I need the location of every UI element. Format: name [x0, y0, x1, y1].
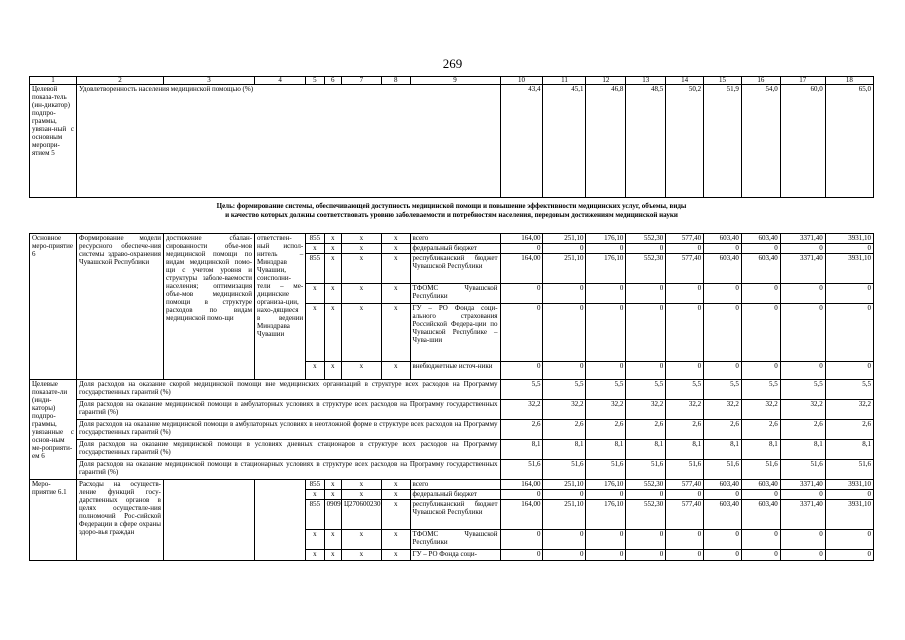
target-indicators-6: [30, 380, 874, 480]
column-number-row: [30, 77, 874, 85]
funding-source: федеральный бюджет: [410, 490, 500, 500]
activity-name: Расходы на осуществ-ление функций госу-дарственных органов в целях осуществле-ния полномочий Рос-сийской Федерации в сфере охраны здоро-вья граждан: [77, 480, 164, 561]
value-cell: 0: [704, 304, 742, 362]
code-cell: x: [324, 304, 341, 362]
code-cell: x: [341, 490, 381, 500]
code-cell: x: [341, 362, 381, 380]
value-cell: 552,30: [626, 234, 666, 244]
code-cell: x: [324, 254, 341, 284]
empty-cell: [255, 480, 306, 561]
value-cell: 32,2: [543, 400, 586, 420]
indicator-text: Доля расходов на оказание скорой медицинской помощи вне медицинских организаций в структуре всех расходов на Программу государственных гарантий (%): [77, 380, 500, 400]
value-cell: 0: [704, 530, 742, 550]
code-cell: x: [324, 530, 341, 550]
value-cell: 3931,10: [825, 254, 873, 284]
column-number: 5: [306, 77, 324, 85]
value-cell: 51,6: [543, 460, 586, 480]
column-number: 17: [780, 77, 825, 85]
value-cell: 43,4: [500, 85, 543, 198]
code-cell: x: [324, 234, 341, 244]
value-cell: 5,5: [500, 380, 543, 400]
value-cell: 603,40: [741, 500, 780, 530]
code-cell: x: [381, 550, 410, 561]
value-cell: 3371,40: [780, 480, 825, 490]
indicator-text: Доля расходов на оказание медицинской помощи в амбулаторных условиях в неотложной форме в структуре всех расходов на Программу государственных гарантий (%): [77, 420, 500, 440]
value-cell: 0: [704, 490, 742, 500]
value-cell: 50,2: [666, 85, 704, 198]
value-cell: 51,6: [626, 460, 666, 480]
value-cell: 552,30: [626, 480, 666, 490]
value-cell: 0: [825, 304, 873, 362]
value-cell: 8,1: [704, 440, 742, 460]
value-cell: 0: [626, 530, 666, 550]
value-cell: 0: [666, 244, 704, 254]
value-cell: 5,5: [741, 380, 780, 400]
code-cell: x: [381, 500, 410, 530]
value-cell: 0: [586, 304, 626, 362]
value-cell: 60,0: [780, 85, 825, 198]
value-cell: 603,40: [741, 254, 780, 284]
code-cell: 855: [306, 480, 324, 490]
code-cell: x: [381, 530, 410, 550]
code-cell: x: [381, 234, 410, 244]
value-cell: 0: [666, 550, 704, 561]
code-cell: x: [324, 284, 341, 304]
value-cell: 603,40: [704, 500, 742, 530]
value-cell: 0: [741, 550, 780, 561]
indicator-text: Доля расходов на оказание медицинской помощи в стационарных условиях в структуре всех расходов на Программу государственных гарантий (%): [77, 460, 500, 480]
value-cell: 0: [543, 362, 586, 380]
value-cell: 0: [500, 244, 543, 254]
value-cell: 552,30: [626, 500, 666, 530]
value-cell: 51,6: [780, 460, 825, 480]
value-cell: 0: [666, 304, 704, 362]
value-cell: 0: [666, 362, 704, 380]
value-cell: 0: [825, 550, 873, 561]
value-cell: 2,6: [825, 420, 873, 440]
value-cell: 0: [586, 244, 626, 254]
code-cell: 855: [306, 500, 324, 530]
code-cell: x: [381, 304, 410, 362]
funding-source: ГУ – РО Фонда соци-ального страхования Российской Федера-ции по Чувашской Республике – Чува-шии: [410, 304, 500, 362]
value-cell: 32,2: [626, 400, 666, 420]
value-cell: 0: [825, 490, 873, 500]
value-cell: 5,5: [825, 380, 873, 400]
activity-6-1: [30, 480, 874, 561]
goal-line-2: и качество которых должны соответствовать уровню заболеваемости и потребностям населения, передовым достижениям медицинской науки: [225, 211, 678, 219]
code-cell: x: [381, 480, 410, 490]
value-cell: 0: [500, 362, 543, 380]
value-cell: 0: [825, 362, 873, 380]
value-cell: 0: [704, 284, 742, 304]
value-cell: 164,00: [500, 254, 543, 284]
funding-source: республиканский бюджет Чувашской Республики: [410, 254, 500, 284]
value-cell: 3931,10: [825, 500, 873, 530]
value-cell: 0: [586, 550, 626, 561]
column-number: 1: [30, 77, 77, 85]
value-cell: 0: [586, 530, 626, 550]
value-cell: 2,6: [626, 420, 666, 440]
value-cell: 0: [741, 362, 780, 380]
value-cell: 0: [543, 244, 586, 254]
value-cell: 176,10: [586, 500, 626, 530]
value-cell: 0: [500, 490, 543, 500]
value-cell: 2,6: [586, 420, 626, 440]
value-cell: 164,00: [500, 500, 543, 530]
column-number: 2: [77, 77, 164, 85]
column-number: 15: [704, 77, 742, 85]
value-cell: 603,40: [741, 234, 780, 244]
value-cell: 32,2: [666, 400, 704, 420]
column-number: 9: [410, 77, 500, 85]
value-cell: 51,6: [500, 460, 543, 480]
value-cell: 0: [543, 284, 586, 304]
value-cell: 0: [780, 244, 825, 254]
column-number: 3: [164, 77, 255, 85]
value-cell: 0: [543, 530, 586, 550]
value-cell: 32,2: [741, 400, 780, 420]
column-number: 14: [666, 77, 704, 85]
indicator-row: [30, 440, 874, 460]
code-cell: x: [381, 362, 410, 380]
value-cell: 0: [500, 530, 543, 550]
column-number: 12: [586, 77, 626, 85]
block1-label: Целевой показа-тель (ин-дикатор) подпро-граммы, увязан-ный с основным меропри-ятием 5: [30, 85, 77, 198]
value-cell: 603,40: [704, 480, 742, 490]
value-cell: 0: [780, 304, 825, 362]
activity-label: Меро-приятие 6.1: [30, 480, 77, 561]
code-cell: x: [306, 490, 324, 500]
value-cell: 5,5: [626, 380, 666, 400]
value-cell: 8,1: [741, 440, 780, 460]
code-cell: Ц270600230: [341, 500, 381, 530]
goal-heading: [29, 202, 874, 220]
indicator-row: [30, 420, 874, 440]
block1-row: [30, 85, 874, 198]
code-cell: x: [341, 550, 381, 561]
value-cell: 0: [825, 530, 873, 550]
value-cell: 0: [825, 244, 873, 254]
value-cell: 8,1: [543, 440, 586, 460]
code-cell: x: [324, 490, 341, 500]
value-cell: 0: [666, 530, 704, 550]
value-cell: 8,1: [780, 440, 825, 460]
value-cell: 3371,40: [780, 254, 825, 284]
value-cell: 0: [543, 490, 586, 500]
indicator-text: Доля расходов на оказание медицинской помощи в условиях дневных стационаров в структуре всех расходов на Программу государственных гарантий (%): [77, 440, 500, 460]
value-cell: 51,9: [704, 85, 742, 198]
value-cell: 603,40: [741, 480, 780, 490]
code-cell: x: [341, 530, 381, 550]
value-cell: 51,6: [825, 460, 873, 480]
indicator-text: Доля расходов на оказание медицинской помощи в амбулаторных условиях в структуре всех расходов на Программу государственных гарантий (%): [77, 400, 500, 420]
column-number: 7: [341, 77, 381, 85]
value-cell: 0: [741, 284, 780, 304]
funding-source: всего: [410, 234, 500, 244]
value-cell: 3931,10: [825, 480, 873, 490]
code-cell: x: [341, 304, 381, 362]
funding-row: [30, 480, 874, 490]
value-cell: 552,30: [626, 254, 666, 284]
code-cell: 855: [306, 234, 324, 244]
value-cell: 8,1: [500, 440, 543, 460]
value-cell: 8,1: [825, 440, 873, 460]
value-cell: 0: [780, 284, 825, 304]
value-cell: 0: [500, 284, 543, 304]
code-cell: x: [306, 530, 324, 550]
column-number: 16: [741, 77, 780, 85]
value-cell: 8,1: [626, 440, 666, 460]
value-cell: 5,5: [666, 380, 704, 400]
value-cell: 65,0: [825, 85, 873, 198]
value-cell: 251,10: [543, 254, 586, 284]
value-cell: 0: [666, 490, 704, 500]
code-cell: x: [341, 234, 381, 244]
value-cell: 0: [626, 490, 666, 500]
value-cell: 2,6: [741, 420, 780, 440]
block1-text: Удовлетворенность населения медицинской помощью (%): [77, 85, 500, 198]
value-cell: 8,1: [586, 440, 626, 460]
value-cell: 603,40: [704, 234, 742, 244]
code-cell: 855: [306, 254, 324, 284]
value-cell: 2,6: [704, 420, 742, 440]
value-cell: 51,6: [666, 460, 704, 480]
value-cell: 0: [586, 284, 626, 304]
column-number: 18: [825, 77, 873, 85]
value-cell: 251,10: [543, 500, 586, 530]
code-cell: x: [324, 480, 341, 490]
value-cell: 54,0: [741, 85, 780, 198]
value-cell: 0: [543, 550, 586, 561]
code-cell: x: [306, 550, 324, 561]
funding-source: федеральный бюджет: [410, 244, 500, 254]
value-cell: 0: [626, 244, 666, 254]
empty-cell: [164, 480, 255, 561]
value-cell: 0: [780, 530, 825, 550]
value-cell: 8,1: [666, 440, 704, 460]
value-cell: 176,10: [586, 254, 626, 284]
code-cell: x: [341, 480, 381, 490]
funding-row: [30, 234, 874, 244]
goal-line-1: Цель: формирование системы, обеспечивающей доступность медицинской помощи и повышение эффективности медицинских услуг, объемы, виды: [216, 202, 687, 210]
code-cell: x: [381, 244, 410, 254]
value-cell: 48,5: [626, 85, 666, 198]
value-cell: 2,6: [543, 420, 586, 440]
value-cell: 2,6: [500, 420, 543, 440]
column-number: 10: [500, 77, 543, 85]
value-cell: 164,00: [500, 480, 543, 490]
value-cell: 0: [704, 550, 742, 561]
funding-source: внебюджетные источ-ники: [410, 362, 500, 380]
value-cell: 0: [543, 304, 586, 362]
value-cell: 0: [626, 304, 666, 362]
value-cell: 0: [825, 284, 873, 304]
activity-name: Формирование модели ресурсного обеспече-ния системы здраво-охранения Чувашской Республики: [77, 234, 164, 380]
value-cell: 0: [586, 362, 626, 380]
value-cell: 51,6: [586, 460, 626, 480]
value-cell: 251,10: [543, 480, 586, 490]
code-cell: x: [306, 362, 324, 380]
indicator-row: [30, 460, 874, 480]
code-cell: x: [341, 284, 381, 304]
value-cell: 32,2: [500, 400, 543, 420]
value-cell: 3371,40: [780, 234, 825, 244]
value-cell: 577,40: [666, 254, 704, 284]
column-number: 8: [381, 77, 410, 85]
value-cell: 0: [626, 284, 666, 304]
value-cell: 45,1: [543, 85, 586, 198]
value-cell: 0: [500, 304, 543, 362]
value-cell: 176,10: [586, 480, 626, 490]
code-cell: x: [381, 490, 410, 500]
code-cell: x: [306, 244, 324, 254]
value-cell: 164,00: [500, 234, 543, 244]
code-cell: x: [381, 284, 410, 304]
value-cell: 2,6: [666, 420, 704, 440]
value-cell: 577,40: [666, 500, 704, 530]
value-cell: 577,40: [666, 480, 704, 490]
column-number: 13: [626, 77, 666, 85]
code-cell: x: [381, 254, 410, 284]
value-cell: 577,40: [666, 234, 704, 244]
value-cell: 176,10: [586, 234, 626, 244]
value-cell: 0: [741, 304, 780, 362]
responsible-executor: ответствен-ный испол-нитель – Минздрав Чувашии, соисполни-тели – ме-дицинские организа-ции, нахо-дящиеся в ведении Минздрава Чувашии: [255, 234, 306, 380]
code-cell: 0909: [324, 500, 341, 530]
value-cell: 2,6: [780, 420, 825, 440]
code-cell: x: [306, 304, 324, 362]
table-part-1: [29, 76, 874, 198]
value-cell: 0: [666, 284, 704, 304]
value-cell: 603,40: [704, 254, 742, 284]
value-cell: 32,2: [586, 400, 626, 420]
value-cell: 5,5: [543, 380, 586, 400]
value-cell: 5,5: [704, 380, 742, 400]
indicator-row: [30, 400, 874, 420]
code-cell: x: [341, 254, 381, 284]
value-cell: 32,2: [825, 400, 873, 420]
code-cell: x: [324, 362, 341, 380]
value-cell: 5,5: [586, 380, 626, 400]
funding-source: ТФОМС Чувашской Республики: [410, 530, 500, 550]
column-number: 4: [255, 77, 306, 85]
value-cell: 0: [741, 244, 780, 254]
value-cell: 3931,10: [825, 234, 873, 244]
funding-source: республиканский бюджет Чувашской Республики: [410, 500, 500, 530]
value-cell: 3371,40: [780, 500, 825, 530]
value-cell: 0: [780, 362, 825, 380]
code-cell: x: [341, 244, 381, 254]
table-part-2: [29, 233, 874, 561]
value-cell: 0: [780, 490, 825, 500]
value-cell: 0: [500, 550, 543, 561]
value-cell: 0: [741, 490, 780, 500]
code-cell: x: [324, 244, 341, 254]
funding-source: ТФОМС Чувашской Республики: [410, 284, 500, 304]
indicator-row: [30, 380, 874, 400]
column-number: 6: [324, 77, 341, 85]
activity-label: Основное меро-приятие 6: [30, 234, 77, 380]
main-activity-6: [30, 234, 874, 380]
value-cell: 0: [626, 362, 666, 380]
value-cell: 5,5: [780, 380, 825, 400]
page-number: 269: [442, 56, 463, 71]
value-cell: 51,6: [741, 460, 780, 480]
value-cell: 0: [626, 550, 666, 561]
funding-source: ГУ – РО Фонда соци-: [410, 550, 500, 561]
column-number: 11: [543, 77, 586, 85]
value-cell: 0: [704, 244, 742, 254]
value-cell: 251,10: [543, 234, 586, 244]
value-cell: 46,8: [586, 85, 626, 198]
funding-source: всего: [410, 480, 500, 490]
expected-result: достижение сбалан-сированности объе-мов медицинской помощи по видам медицинской помо-щи с учетом уровня и структуры заболе-ваемости населения; оптимизация объе-мов медицинской помощи в структуре расходов по видам медицинской помо-щи: [164, 234, 255, 380]
code-cell: x: [324, 550, 341, 561]
value-cell: 0: [741, 530, 780, 550]
value-cell: 51,6: [704, 460, 742, 480]
value-cell: 32,2: [704, 400, 742, 420]
code-cell: x: [306, 284, 324, 304]
value-cell: 0: [704, 362, 742, 380]
value-cell: 0: [780, 550, 825, 561]
value-cell: 0: [586, 490, 626, 500]
indicators-label: Целевые показате-ли (инди-каторы) подпро-граммы, увязанные с основ-ным ме-роприяти-ем 6: [30, 380, 77, 480]
value-cell: 32,2: [780, 400, 825, 420]
